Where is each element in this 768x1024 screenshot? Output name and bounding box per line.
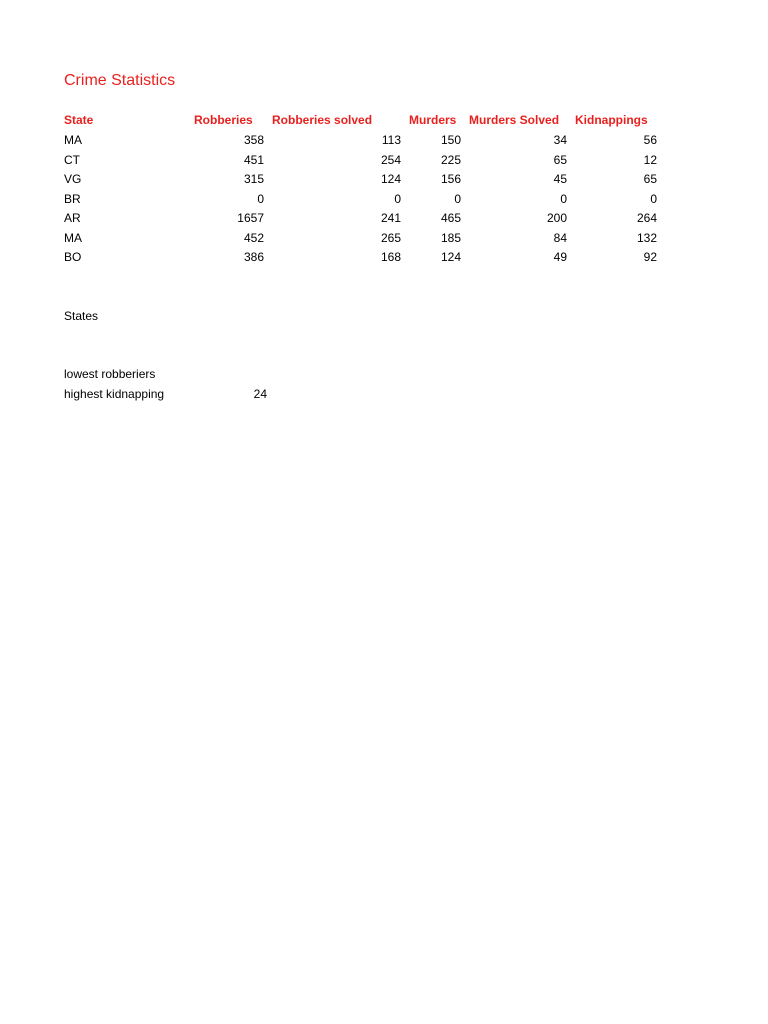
header-robberies-solved: Robberies solved	[272, 112, 373, 127]
cell-murders-solved: 45	[553, 172, 567, 186]
cell-robberies: 451	[243, 152, 264, 167]
cell-robberies: 452	[243, 230, 264, 245]
cell-murders: 225	[440, 152, 461, 167]
cell-murders-solved: 65	[553, 152, 567, 167]
cell-murders-solved: 84	[553, 230, 567, 245]
header-kidnappings: Kidnappings	[575, 112, 648, 127]
lowest-robberies-label: lowest robberiers	[64, 367, 156, 381]
cell-state: VG	[64, 172, 82, 186]
table-row	[60, 248, 661, 268]
cell-robberies-solved: 113	[381, 133, 401, 147]
cell-robberies-solved: 0	[394, 191, 401, 206]
cell-murders: 124	[440, 250, 461, 264]
cell-kidnappings: 12	[643, 152, 657, 167]
highest-kidnapping-value: 24	[253, 387, 267, 401]
cell-robberies-solved: 124	[380, 172, 401, 186]
table-row	[60, 229, 661, 249]
cell-kidnappings: 0	[650, 191, 657, 206]
cell-robberies-solved: 168	[380, 250, 401, 264]
cell-robberies: 0	[257, 191, 264, 206]
cell-kidnappings: 92	[643, 250, 657, 264]
header-murders-solved: Murders Solved	[469, 112, 560, 127]
crime-table	[60, 110, 661, 268]
highest-kidnapping-label: highest kidnapping	[64, 387, 165, 401]
cell-state: AR	[64, 211, 81, 225]
cell-murders-solved: 49	[553, 250, 567, 264]
cell-murders: 150	[440, 133, 461, 147]
sheet-title: Crime Statistics	[64, 72, 176, 89]
table-row	[60, 190, 661, 210]
table-row	[60, 209, 661, 229]
states-label: States	[64, 309, 99, 323]
cell-kidnappings: 264	[636, 211, 657, 225]
cell-murders-solved: 0	[560, 191, 567, 206]
cell-murders: 0	[454, 191, 461, 206]
cell-murders-solved: 34	[553, 133, 567, 147]
cell-murders: 465	[440, 211, 461, 225]
cell-state: MA	[64, 230, 82, 245]
cell-robberies-solved: 241	[380, 211, 401, 225]
cell-murders-solved: 200	[546, 211, 567, 225]
table-row	[60, 131, 661, 151]
cell-robberies: 358	[243, 133, 264, 147]
header-murders: Murders	[409, 112, 457, 127]
cell-kidnappings: 132	[636, 230, 657, 245]
header-robberies: Robberies	[194, 112, 253, 127]
table-row	[60, 170, 661, 190]
cell-robberies: 386	[243, 250, 264, 264]
table-header-row	[60, 110, 661, 131]
cell-robberies-solved: 254	[380, 152, 401, 167]
cell-kidnappings: 65	[643, 172, 657, 186]
cell-state: MA	[64, 133, 82, 147]
cell-robberies: 1657	[237, 211, 264, 225]
cell-murders: 156	[440, 172, 461, 186]
cell-murders: 185	[440, 230, 461, 245]
table-row	[60, 151, 661, 171]
cell-state: CT	[64, 152, 80, 167]
cell-kidnappings: 56	[643, 133, 657, 147]
cell-robberies: 315	[243, 172, 264, 186]
cell-state: BR	[64, 191, 81, 206]
header-state: State	[64, 112, 94, 127]
cell-state: BO	[64, 250, 82, 264]
cell-robberies-solved: 265	[380, 230, 401, 245]
